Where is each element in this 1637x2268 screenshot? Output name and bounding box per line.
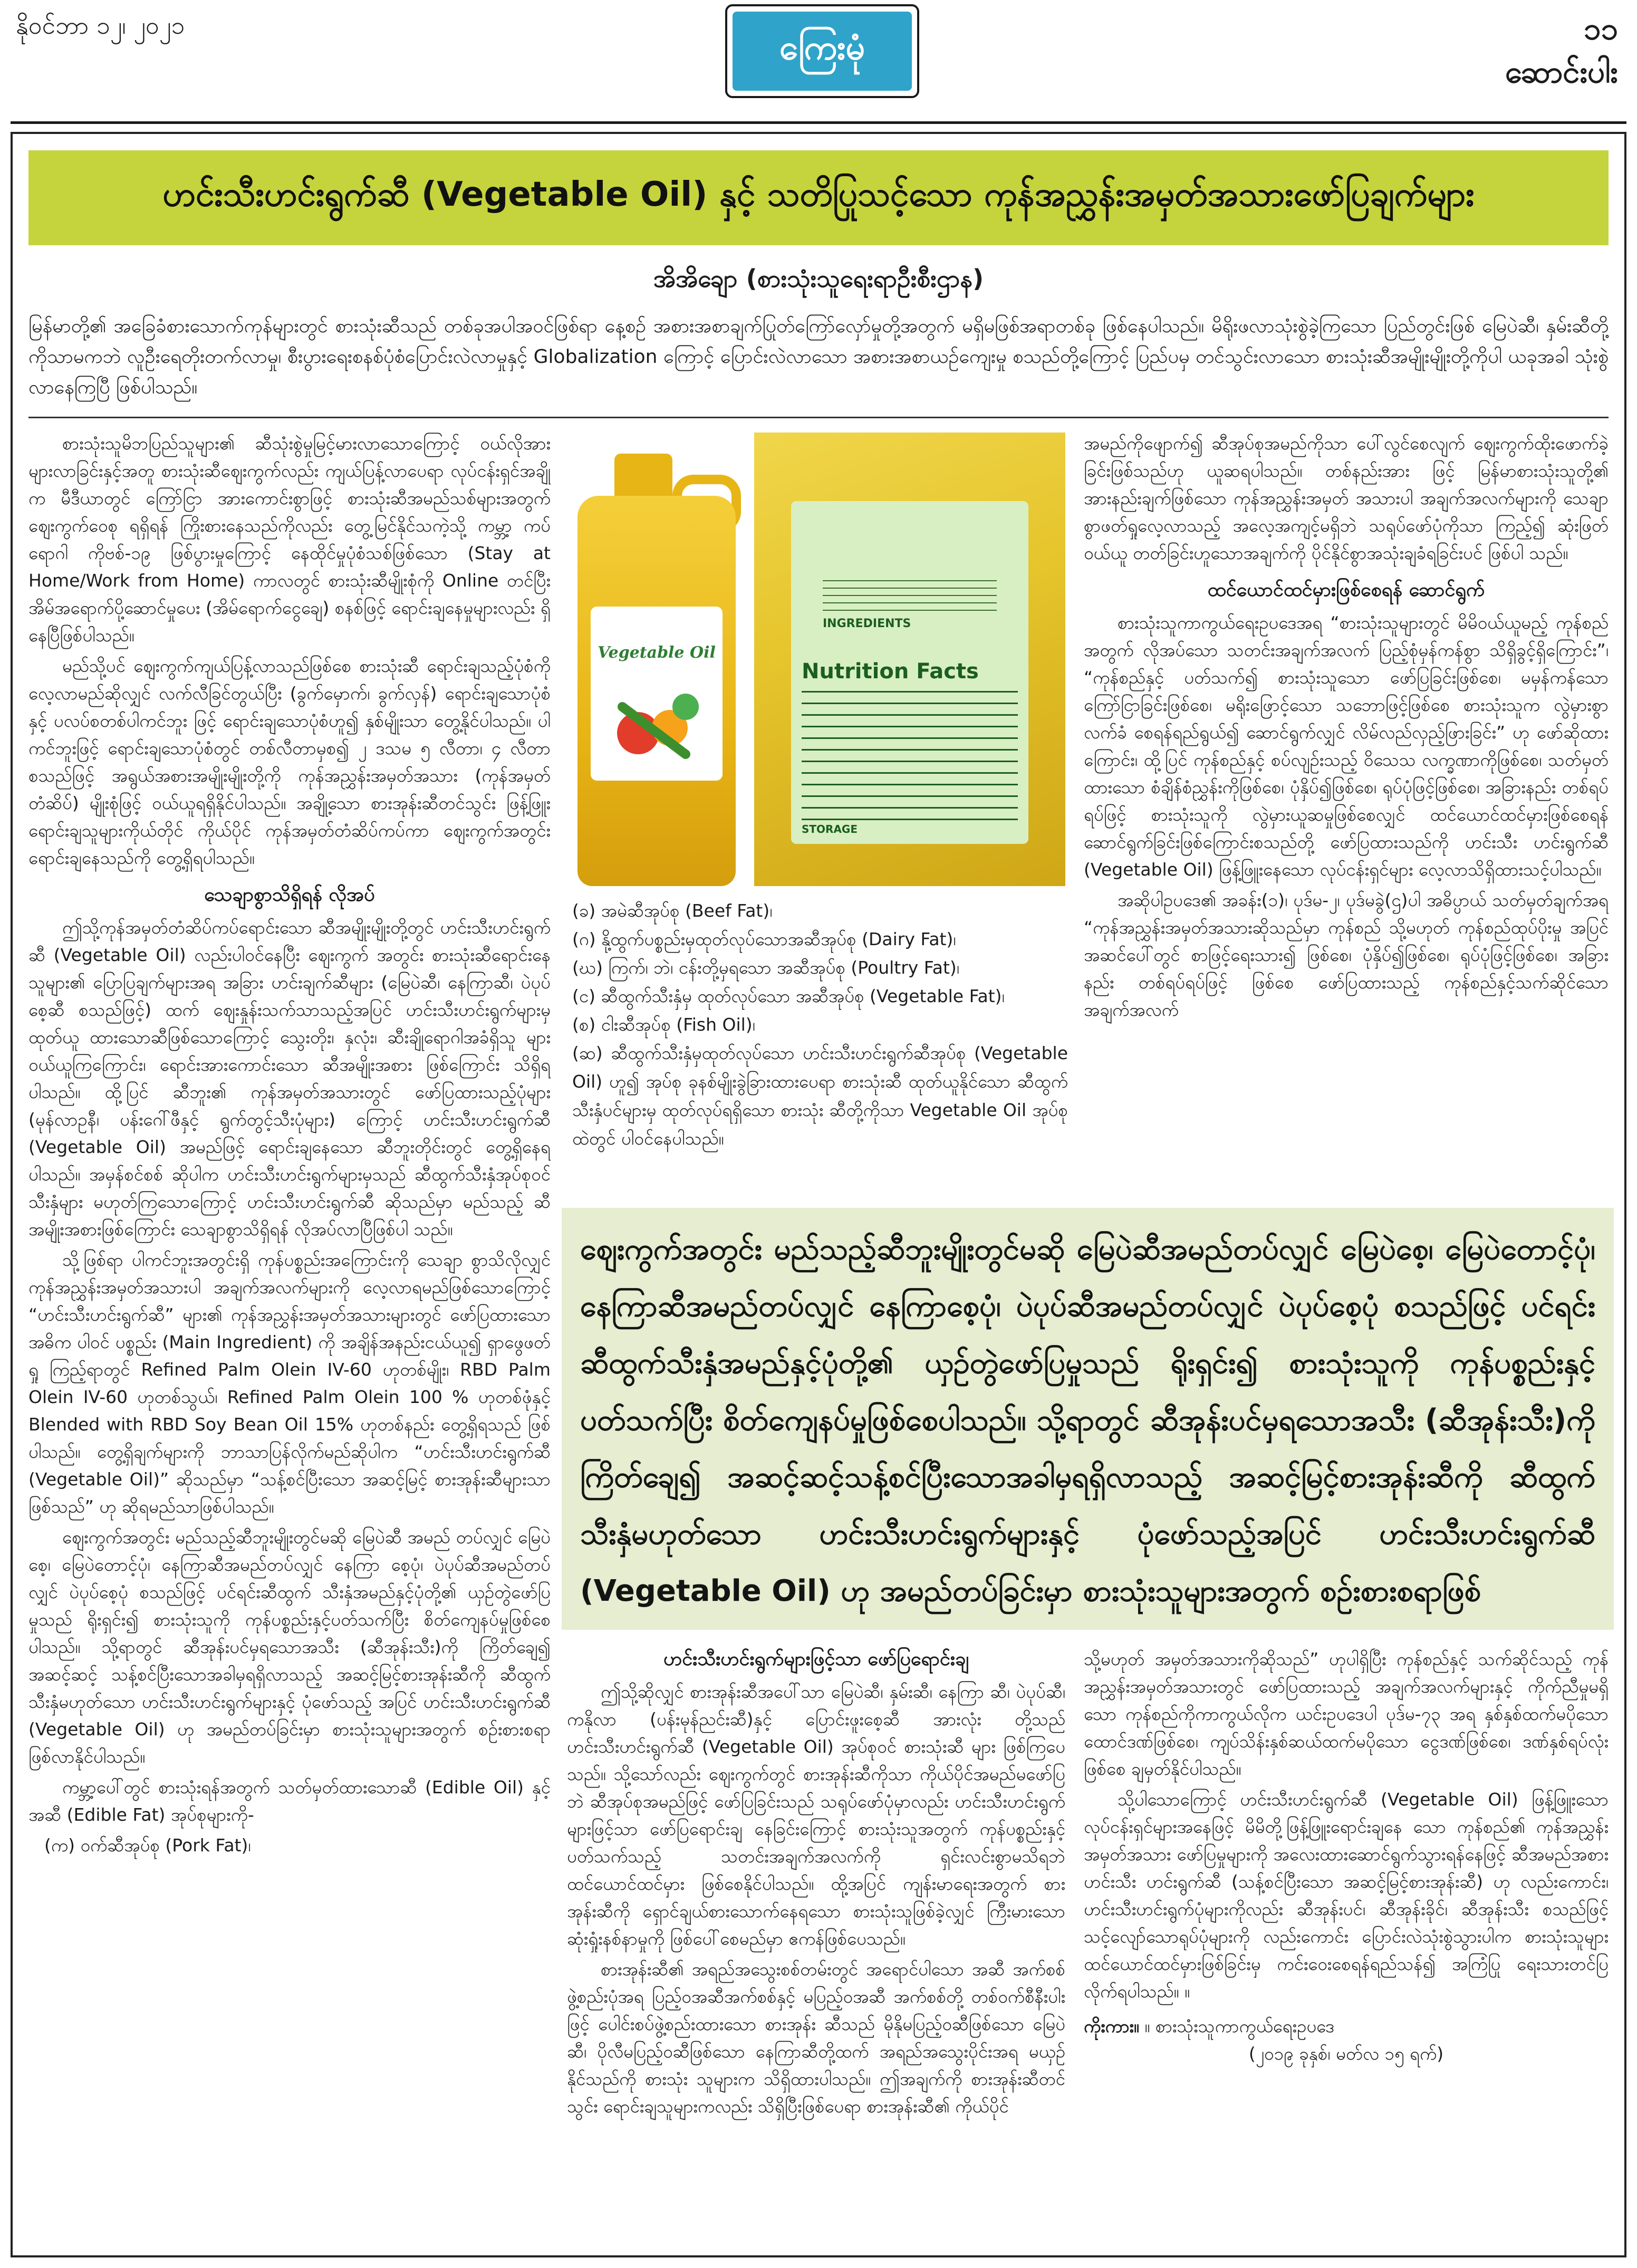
list-item: (ဂ) နို့ထွက်ပစ္စည်းမှထုတ်လုပ်သောအဆီအုပ်စု (Dairy Fat)၊ [572,929,956,949]
body-paragraph: စားသုံးသူကာကွယ်ရေးဥပဒေအရ “စားသုံးသူများတွင် မိမိဝယ်ယူမည့် ကုန်စည်အတွက် လိုအပ်သော သတင်းအချက်အလက် ပြည့်စုံမှန်ကန်စွာ သိရှိခွင့်ရှိကြောင်း”၊ “ကုန်စည်နှင့် ပတ်သက်၍ စားသုံးသူသော ဖော်ပြခြင်းဖြစ်စေ၊ မမှန်ကန်သော ကြော်ငြာခြင်းဖြစ်စေ၊ မရိုးဖြောင့်သော သဘောဖြင့်ဖြစ်စေ စားသုံးသူက လွဲမှားစွာလက်ခံ စေရန်ရည်ရွယ်၍ ဆောင်ရွက်လျှင် လိမ်လည်လှည့်ဖြားခြင်း” ဟု ဖော်ဆိုထားကြောင်း၊ ထို့ပြင် ကုန်စည်နှင့် စပ်လျဉ်းသည့် ဝိသေသ လက္ခဏာကိုဖြစ်စေ၊ သတ်မှတ်ထားသော စံချိန်စံညွှန်းကိုဖြစ်စေ၊ ပုံနှိပ်၍ဖြစ်စေ၊ ရုပ်ပုံဖြင့်ဖြစ်စေ၊ အခြားနည်း တစ်ရပ်ရပ်ဖြင့် စားသုံးသူကို လွဲမှားယူဆမှုဖြစ်စေလျှင် ထင်ယောင်ထင်မှားဖြစ်စေရန် ဆောင်ရွက်ခြင်းဖြစ်ကြောင်းစသည်တို့ ဖော်ပြထားသည်ကို ဟင်းသီး ဟင်းရွက်ဆီ (Vegetable Oil) ဖြန့်ဖြူးနေသော လုပ်ငန်းရှင်များ လေ့လာသိရှိထားသင့်ပါသည်။ [1084,612,1609,880]
lead-divider [28,417,1609,418]
newspaper-logo [725,4,919,98]
article-title: ဟင်းသီးဟင်းရွက်ဆီ (Vegetable Oil) နှင့် သတိပြုသင့်သော ကုန်အညွှန်းအမှတ်အသားဖော်ပြချက်များ [162,175,1475,214]
body-paragraph: ဤသို့ကုန်အမှတ်တံဆိပ်ကပ်ရောင်းသော ဆီအမျိုးမျိုးတို့တွင် ဟင်းသီးဟင်းရွက်ဆီ (Vegetable Oil) လည်းပါဝင်နေပြီး ဈေးကွက် အတွင်း စားသုံးဆီရောင်းနေသူများ၏ ပြောပြချက်များအရ အခြား ဟင်းချက်ဆီများ (မြေပဲဆီ၊ နေကြာဆီ၊ ပဲပုပ်စေ့ဆီ စသည်ဖြင့်) ထက် ဈေးနှုန်းသက်သာသည့်အပြင် ဟင်းသီးဟင်းရွက်များမှ ထုတ်ယူ ထားသောဆီဖြစ်သောကြောင့် သွေးတိုး၊ နှလုံး၊ ဆီးချိုရောဂါအခံရှိသူ များ ဝယ်ယူကြကြောင်း၊ ရောင်းအားကောင်းသော ဆီအမျိုးအစား ဖြစ်ကြောင်း သိရှိရပါသည်။ ထို့ပြင် ဆီဘူး၏ ကုန်အမှတ်အသားတွင် ဖော်ပြထားသည့်ပုံများ (မုန်လာဥနီ၊ ပန်းဂေါ်ဖီနှင့် ရွက်တွင့်သီးပုံများ) ကြောင့် ဟင်းသီးဟင်းရွက်ဆီ (Vegetable Oil) အမည်ဖြင့် ရောင်းချနေသော ဆီဘူးတိုင်းတွင် တွေ့ရှိနေရပါသည်။ အမှန်စင်စစ် ဆိုပါက ဟင်းသီးဟင်းရွက်များမှသည် ဆီထွက်သီးနှံအုပ်စုဝင် သီးနှံများ မဟုတ်ကြသောကြောင့် ဟင်းသီးဟင်းရွက်ဆီ ဆိုသည်မှာ မည်သည့် ဆီအမျိုးအစားဖြစ်ကြောင်း သေချာစွာသိရှိရန် လိုအပ်လာပြီဖြစ်ပါ သည်။ [28,917,551,1239]
column-1 [28,430,551,2244]
column-3 [1084,430,1609,1197]
fat-group-list [572,897,1068,1153]
body-paragraph: သို့မဟုတ် အမှတ်အသားကိုဆိုသည်” ဟုပါရှိပြီး ကုန်စည်နှင့် သက်ဆိုင်သည့် ကုန်အညွှန်းအမှတ်အသားတွင် ဖော်ပြထားသည့် အချက်အလက်များနှင့် ကိုက်ညီမှုမရှိသော ကုန်စည်ကိုကာကွယ်လိုက ယင်းဥပဒေပါ ပုဒ်မ-၇၃ အရ နှစ်နှစ်ထက်မပိုသော ထောင်ဒဏ်ဖြစ်စေ၊ ကျပ်သိန်းနှစ်ဆယ်ထက်မပိုသော ငွေဒဏ်ဖြစ်စေ၊ ဒဏ်နှစ်ရပ်လုံးဖြစ်စေ ချမှတ်နိုင်ပါသည်။ [1084,1649,1609,1779]
newspaper-logo-text: ကြေးမုံ [733,12,912,91]
jug-cap [614,454,672,501]
column-2-bottom [567,1646,1065,2247]
bottle-back-photo [754,433,1065,886]
list-item: (င) ဆီထွက်သီးနှံမှ ထုတ်လုပ်သော အဆီအုပ်စု (Vegetable Fat)၊ [572,986,1005,1006]
pull-quote-text: ဈေးကွက်အတွင်း မည်သည့်ဆီဘူးမျိုးတွင်မဆို မြေပဲဆီအမည်တပ်လျှင် မြေပဲစေ့၊ မြေပဲတောင့်ပုံ၊ နေကြာဆီအမည်တပ်လျှင် နေကြာစေ့ပုံ၊ ပဲပုပ်ဆီအမည်တပ်လျှင် ပဲပုပ်စေ့ပုံ စသည်ဖြင့် ပင်ရင်း ဆီထွက်သီးနှံအမည်နှင့်ပုံတို့၏ ယှဉ်တွဲဖော်ပြမှုသည် ရိုးရှင်း၍ စားသုံးသူကို ကုန်ပစ္စည်းနှင့်ပတ်သက်ပြီး စိတ်ကျေနပ်မှုဖြစ်စေပါသည်။ သို့ရာတွင် ဆီအုန်းပင်မှရသောအသီး (ဆီအုန်းသီး)ကို ကြိတ်ချေ၍ အဆင့်ဆင့်သန့်စင်ပြီးသောအခါမှရရှိလာသည့် အဆင့်မြင့်စားအုန်းဆီကို ဆီထွက်သီးနှံမဟုတ်သော ဟင်းသီးဟင်းရွက်များနှင့် ပုံဖော်သည့်အပြင် ဟင်းသီးဟင်းရွက်ဆီ (Vegetable Oil) ဟု အမည်တပ်ခြင်းမှာ စားသုံးသူများအတွက် စဉ်းစားစရာဖြစ် [580,1232,1595,1608]
subheading: ဟင်းသီးဟင်းရွက်များဖြင့်သာ ဖော်ပြရောင်းချ [663,1648,969,1670]
lead-paragraph: မြန်မာတို့၏ အခြေခံစားသောက်ကုန်များတွင် စားသုံးဆီသည် တစ်ခုအပါအဝင်ဖြစ်ရာ နေ့စဉ် အစားအစာချက်ပြုတ်ကြော်လှော်မှုတို့အတွက် မရှိမဖြစ်အရာတစ်ခု ဖြစ်နေပါသည်။ မိရိုးဖလာသုံးစွဲခဲ့ကြသော ပြည်တွင်းဖြစ် မြေပဲဆီ၊ နှမ်းဆီတို့ကိုသာမကဘဲ လူဦးရေတိုးတက်လာမှု၊ စီးပွားရေးစနစ်ပုံစံပြောင်းလဲလာမှုနှင့် Globalization ကြောင့် ပြောင်းလဲလာသော အစားအစာယဉ်ကျေးမှု စသည်တို့ကြောင့် ပြည်ပမှ တင်သွင်းလာသော စားသုံးဆီအမျိုးမျိုးတို့ကိုပါ ယခုအခါ သုံးစွဲလာနေကြပြီ ဖြစ်ပါသည်။ [28,315,1609,398]
vegetables-icon [606,686,707,765]
back-label [791,501,1028,844]
label-text-lines [823,580,997,612]
body-paragraph: အမည်ကိုဖျောက်၍ ဆီအုပ်စုအမည်ကိုသာ ပေါ်လွင်စေလျက် ဈေးကွက်ထိုးဖောက်ခဲ့ခြင်းဖြစ်သည်ဟု ယူဆရပါသည်။ တစ်နည်းအား ဖြင့် မြန်မာစားသုံးသူတို့၏ အားနည်းချက်ဖြစ်သော ကုန်အညွှန်းအမှတ် အသားပါ အချက်အလက်များကို သေချာစွာဖတ်ရှုလေ့လာသည့် အလေ့အကျင့်မရှိဘဲ သရုပ်ဖော်ပုံကိုသာ ကြည့်၍ ဆုံးဖြတ်ဝယ်ယူ တတ်ခြင်းဟူသောအချက်ကို ပိုင်နိုင်စွာအသုံးချခံရခြင်းပင် ဖြစ်ပါ သည်။ [1084,433,1609,563]
column-3-bottom [1084,1646,1609,2247]
list-item: (က) ဝက်ဆီအုပ်စု (Pork Fat)၊ [44,1835,251,1856]
storage-heading: STORAGE [802,823,858,835]
references-text: ။ စားသုံးသူကာကွယ်ရေးဥပဒေ [1144,2016,1334,2036]
body-paragraph: ဈေးကွက်အတွင်း မည်သည့်ဆီဘူးမျိုးတွင်မဆို မြေပဲဆီ အမည် တပ်လျှင် မြေပဲစေ့၊ မြေပဲတောင့်ပုံ၊ နေကြာဆီအမည်တပ်လျှင် နေကြာ စေ့ပုံ၊ ပဲပုပ်ဆီအမည်တပ်လျှင် ပဲပုပ်စေ့ပုံ စသည်ဖြင့် ပင်ရင်းဆီထွက် သီးနှံအမည်နှင့်ပုံတို့၏ ယှဉ်တွဲဖော်ပြမှုသည် ရိုးရှင်း၍ စားသုံးသူကို ကုန်ပစ္စည်းနှင့်ပတ်သက်ပြီး စိတ်ကျေနပ်မှုဖြစ်စေပါသည်။ သို့ရာတွင် ဆီအုန်းပင်မှရသောအသီး (ဆီအုန်းသီး)ကို ကြိတ်ချေ၍ အဆင့်ဆင့် သန့်စင်ပြီးသောအခါမှရရှိလာသည့် အဆင့်မြင့်စားအုန်းဆီကို ဆီထွက်သီးနှံမဟုတ်သော ဟင်းသီးဟင်းရွက်များနှင့် ပုံဖော်သည့် အပြင် ဟင်းသီးဟင်းရွက်ဆီ (Vegetable Oil) ဟု အမည်တပ်ခြင်းမှာ စားသုံးသူများအတွက် စဉ်းစားစရာ ဖြစ်လာနိုင်ပါသည်။ [28,1527,551,1767]
subheading: ထင်ယောင်ထင်မှားဖြစ်စေရန် ဆောင်ရွက် [1207,579,1485,601]
body-paragraph: ကမ္ဘာ့ပေါ်တွင် စားသုံးရန်အတွက် သတ်မှတ်ထားသောဆီ (Edible Oil) နှင့် အဆီ (Edible Fat) အုပ်စုများကို- [28,1777,551,1825]
body-paragraph: သို့ဖြစ်ရာ ပါကင်ဘူးအတွင်းရှိ ကုန်ပစ္စည်းအကြောင်းကို သေချာ စွာသိလိုလျှင် ကုန်အညွှန်းအမှတ်အသားပါ အချက်အလက်များကို လေ့လာရမည်ဖြစ်သောကြောင့် “ဟင်းသီးဟင်းရွက်ဆီ” များ၏ ကုန်အညွှန်းအမှတ်အသားများတွင် ဖော်ပြထားသော အဓိက ပါဝင် ပစ္စည်း (Main Ingredient) ကို အချိန်အနည်းငယ်ယူ၍ ရှာဖွေဖတ်ရှု ကြည့်ရာတွင် Refined Palm Olein IV-60 ဟုတစ်မျိုး၊ RBD Palm Olein IV-60 ဟုတစ်သွယ်၊ Refined Palm Olein 100 % ဟုတစ်ဖုံနှင့် Blended with RBD Soy Bean Oil 15% ဟုတစ်နည်း တွေ့ရှိရသည် ဖြစ်ပါသည်။ တွေ့ရှိချက်များကို ဘာသာပြန်လိုက်မည်ဆိုပါက “ဟင်းသီးဟင်းရွက်ဆီ (Vegetable Oil)” ဆိုသည်မှာ “သန့်စင်ပြီးသော အဆင့်မြင့် စားအုန်းဆီများသာဖြစ်သည်” ဟု ဆိုရမည်သာဖြစ်ပါသည်။ [28,1250,551,1517]
header-rule [11,121,1626,124]
body-paragraph: မည်သို့ပင် ဈေးကွက်ကျယ်ပြန့်လာသည်ဖြစ်စေ စားသုံးဆီ ရောင်းချသည့်ပုံစံကို လေ့လာမည်ဆိုလျှင် လက်လီခြင်တွယ်ပြီး (ခွက်မှောက်၊ ခွက်လှန်) ရောင်းချသောပုံစံနှင့် ပလပ်စတစ်ပါကင်ဘူး ဖြင့် ရောင်းချသောပုံစံဟူ၍ နှစ်မျိုးသာ တွေ့နိုင်ပါသည်။ ပါကင်ဘူးဖြင့် ရောင်းချသောပုံစံတွင် တစ်လီတာမှစ၍ ၂ ဒသမ ၅ လီတာ၊ ၄ လီတာ စသည်ဖြင့် အရွယ်အစားအမျိုးမျိုးတို့ကို ကုန်အညွှန်းအမှတ်အသား (ကုန်အမှတ်တံဆိပ်) မျိုးစုံဖြင့် ဝယ်ယူရရှိနိုင်ပါသည်။ အချို့သော စားအုန်းဆီတင်သွင်း ဖြန့်ဖြူး ရောင်းချသူများကိုယ်တိုင် ကိုယ်ပိုင် ကုန်အမှတ်တံဆိပ်ကပ်ကာ ဈေးကွက်အတွင်း ရောင်းချနေသည်ကို တွေ့ရှိရပါသည်။ [28,656,551,868]
body-paragraph: အဆိုပါဥပဒေ၏ အခန်း(၁)၊ ပုဒ်မ-၂၊ ပုဒ်မခွဲ(ဌ)ပါ အဓိပ္ပာယ် သတ်မှတ်ချက်အရ “ကုန်အညွှန်းအမှတ်အသားဆိုသည်မှာ ကုန်စည် သို့မဟုတ် ကုန်စည်ထုပ်ပိုးမှု အပြင်အဆင်ပေါ်တွင် စာဖြင့်ရေးသား၍ ဖြစ်စေ၊ ပုံနှိပ်၍ဖြစ်စေ၊ ရုပ်ပုံဖြင့်ဖြစ်စေ၊ အခြားနည်း တစ်ရပ်ရပ်ဖြင့် ဖြစ်စေ ဖော်ပြထားသည့် ကုန်စည်နှင့်သက်ဆိုင်သော အချက်အလက် [1084,890,1609,1020]
list-item: (စ) ငါးဆီအုပ်စု (Fish Oil)၊ [572,1014,755,1035]
list-item: (ဆ) ဆီထွက်သီးနှံမှထုတ်လုပ်သော ဟင်းသီးဟင်းရွက်ဆီအုပ်စု (Vegetable Oil) ဟူ၍ အုပ်စု ခုနစ်မျိုးခွဲခြားထားပေရာ စားသုံးဆီ ထုတ်ယူနိုင်သော ဆီထွက်သီးနှံပင်များမှ ထုတ်လုပ်ရရှိသော စားသုံး ဆီတို့ကိုသာ Vegetable Oil အုပ်စုထဲတွင် ပါဝင်နေပါသည်။ [572,1043,1068,1149]
nutrition-facts-heading: Nutrition Facts [802,659,979,684]
body-paragraph: ဤသို့ဆိုလျှင် စားအုန်းဆီအပေါ်သာ မြေပဲဆီ၊ နှမ်းဆီ၊ နေကြာ ဆီ၊ ပဲပုပ်ဆီ၊ ကနိုလာ (ပန်းမုန်ညင်းဆီ)နှင့် ပြောင်းဖူးစေ့ဆီ အားလုံး တို့သည် ဟင်းသီးဟင်းရွက်ဆီ (Vegetable Oil) အုပ်စုဝင် စားသုံးဆီ များ ဖြစ်ကြပေသည်။ သို့သော်လည်း ဈေးကွက်တွင် စားအုန်းဆီကိုသာ ကိုယ်ပိုင်အမည်မဖော်ပြဘဲ ဆီအုပ်စုအမည်ဖြင့် ဖော်ပြခြင်းသည် သရုပ်ဖော်ပုံမှာလည်း ဟင်းသီးဟင်းရွက်များဖြင့်သာ ဖော်ပြရောင်းချ နေခြင်းကြောင့် စားသုံးသူအတွက် ကုန်ပစ္စည်းနှင့်ပတ်သက်သည့် သတင်းအချက်အလက်ကို ရှင်းလင်းစွာမသိရဘဲ ထင်ယောင်ထင်မှား ဖြစ်စေနိုင်ပါသည်။ ထို့အပြင် ကျန်းမာရေးအတွက် စားအုန်းဆီကို ရှောင်ချယ်စားသောက်နေရသော စားသုံးသူဖြစ်ခဲ့လျှင် ကြီးမားသော ဆုံးရှုံးနစ်နာမှုကို ဖြစ်ပေါ်စေမည်မှာ ဧကန်ဖြစ်ပေသည်။ [567,1681,1065,1949]
ingredients-heading: INGREDIENTS [823,617,911,630]
references-label: ကိုးကား။ [1084,2016,1139,2036]
list-item: (ဃ) ကြက်၊ ဘဲ၊ ငန်းတို့မှရသော အဆီအုပ်စု (Poultry Fat)၊ [572,957,960,978]
jug-label-title: Vegetable Oil [598,643,716,662]
body-paragraph: စားအုန်းဆီ၏ အရည်အသွေးစစ်တမ်းတွင် အရောင်ပါသော အဆီ အက်စစ်ဖွဲ့စည်းပုံအရ ပြည့်ဝအဆီအက်စစ်နှင့် မပြည့်ဝအဆီ အက်စစ်တို့ တစ်ဝက်စီနီးပါးဖြင့် ပေါင်းစပ်ဖွဲ့စည်းထားသော စားအုန်း ဆီသည် မိုနိုမပြည့်ဝဆီဖြစ်သော မြေပဲဆီ၊ ပိုလီမပြည့်ဝဆီဖြစ်သော နေကြာဆီတို့ထက် အရည်အသွေးပိုင်းအရ မယှဉ်နိုင်သည်ကို စားသုံး သူများက သိရှိထားပါသည်။ ဤအချက်ကို စားအုန်းဆီတင်သွင်း ရောင်းချသူများကလည်း သိရှိပြီးဖြစ်ပေရာ စားအုန်းဆီ၏ ကိုယ်ပိုင် [567,1959,1065,2117]
body-paragraph: သို့ပါသောကြောင့် ဟင်းသီးဟင်းရွက်ဆီ (Vegetable Oil) ဖြန့်ဖြူးသော လုပ်ငန်းရှင်များအနေဖြင့် မိမိတို့ဖြန့်ဖြူးရောင်းချနေ သော ကုန်စည်၏ ကုန်အညွှန်းအမှတ်အသား ဖော်ပြမှုများကို အလေးထားဆောင်ရွက်သွားရန်နေဖြင့် ဆီအမည်အစားဟင်းသီး ဟင်းရွက်ဆီ (သန့်စင်ပြီးသော အဆင့်မြင့်စားအုန်းဆီ) ဟု လည်းကောင်း၊ ဟင်းသီးဟင်းရွက်ပုံများကိုလည်း ဆီအုန်းပင်၊ ဆီအုန်းခိုင်၊ ဆီအုန်းသီး စသည်ဖြင့် သင့်လျော်သောရုပ်ပုံများကို လည်းကောင်း ပြောင်းလဲသုံးစွဲသွားပါက စားသုံးသူများ ထင်ယောင်ထင်မှားဖြစ်ခြင်းမှ ကင်းဝေးစေရန်ရည်သန်၍ အကြံပြု ရေးသားတင်ပြလိုက်ရပါသည်။ ။ [1084,1789,1609,2002]
list-item: (ခ) အမဲဆီအုပ်စု (Beef Fat)၊ [572,900,773,921]
nutrition-facts-table [802,691,1018,823]
issue-date: နိုဝင်ဘာ ၁၂၊ ၂၀၂၁ [16,11,185,40]
bottle-front-photo [567,433,746,886]
byline: အိအိချော (စားသုံးသူရေးရာဦးစီးဌာန) [653,264,984,293]
body-paragraph: စားသုံးသူမိဘပြည်သူများ၏ ဆီသုံးစွဲမှုမြင့်မားလာသောကြောင့် ဝယ်လိုအား များလာခြင်းနှင့်အတူ စားသုံးဆီဈေးကွက်လည်း ကျယ်ပြန့်လာပေရာ လုပ်ငန်းရှင်အချို့က မီဒီယာတွင် ကြော်ငြာ အားကောင်းစွာဖြင့် စားသုံးဆီအမည်သစ်များအတွက် ဈေးကွက်ဝေစု ရရှိရန် ကြိုးစားနေသည်ကိုလည်း တွေ့မြင်နိုင်သကဲ့သို့ ကမ္ဘာ့ ကပ်ရောဂါ ကိုဗစ်-၁၉ ဖြစ်ပွားမှုကြောင့် နေထိုင်မှုပုံစံသစ်ဖြစ်သော (Stay at Home/Work from Home) ကာလတွင် စားသုံးဆီမျိုးစုံကို Online တင်ပြီး အိမ်အရောက်ပို့ဆောင်မှုပေး (အိမ်ရောက်ငွေချေ) စနစ်ဖြင့် ရောင်းချနေမှုများလည်း ရှိနေပြီဖြစ်ပါသည်။ [28,433,551,646]
oil-bottle-photo [567,433,1065,886]
page-number: ၁၁ [1583,11,1618,46]
jug-label [591,607,723,781]
references-date: (၂၀၁၉ ခုနှစ်၊ မတ်လ ၁၅ ရက်) [1248,2043,1444,2064]
references [1084,2013,1609,2068]
subheading: သေချာစွာသိရှိရန် လိုအပ် [204,884,375,906]
section-label: ဆောင်းပါး [1505,54,1618,90]
